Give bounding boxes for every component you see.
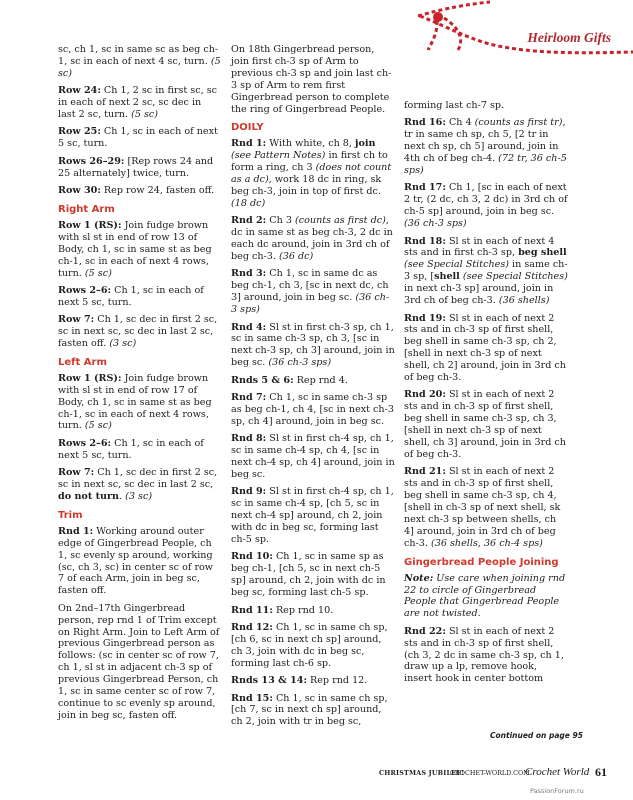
text-run: Rnd 3: bbox=[231, 268, 267, 280]
text-run: Rnd 12: bbox=[231, 621, 273, 633]
text-run: Rep row 24, fasten off. bbox=[100, 185, 215, 197]
text-run: (36 ch-3 sps) bbox=[404, 218, 467, 230]
page-number: 61 bbox=[595, 765, 607, 779]
text-run: (36 ch-3 sps) bbox=[231, 292, 390, 316]
instruction-paragraph bbox=[404, 466, 568, 549]
text-run: Join fudge brown with sl st in end of row 17 of Body, ch 1, sc in same st as beg ch-1, sc in each of next 4 rows, turn. bbox=[58, 372, 212, 432]
text-run: Sl st in each of next 2 sts and in ch-3 sp of first shell, beg shell in same ch-3 sp, ch 4, [shell in ch-3 sp of next shell, sk next ch-3 sp between shells, ch 4] around, join in 3rd ch of beg ch-3. bbox=[404, 466, 561, 549]
text-run: Ch 3 bbox=[266, 215, 295, 227]
text-run: Ch 1, sc in same ch-3 sp as beg ch-1, ch 4, [sc in next ch-3 sp, ch 4] around, join in beg sc. bbox=[231, 392, 394, 427]
text-run: With white, ch 8, bbox=[266, 138, 356, 150]
text-run: On 18th Gingerbread person, join first ch-3 sp of Arm to previous ch-3 sp and join last ch-3 sp of Arm to rem first Gingerbread person to complete the ring of Gingerbread People. bbox=[231, 44, 392, 115]
text-run: (3 sc) bbox=[125, 491, 153, 502]
instruction-paragraph bbox=[58, 467, 221, 503]
text-run: in same ch-3 sp, [ bbox=[404, 259, 568, 283]
text-run: Rnd 19: bbox=[404, 312, 446, 324]
text-run: shell bbox=[434, 271, 460, 283]
text-run: Rep rnd 10. bbox=[272, 604, 334, 616]
text-run: (3 sc) bbox=[109, 338, 137, 350]
instruction-paragraph bbox=[58, 314, 221, 350]
text-run: Rnd 17: bbox=[404, 182, 446, 194]
instruction-paragraph bbox=[231, 392, 395, 428]
text-run: (see Pattern Notes) bbox=[231, 150, 326, 162]
instruction-paragraph bbox=[58, 85, 221, 121]
text-run: Sl st in each of next 4 sts and in first ch-3 sp, bbox=[404, 235, 555, 259]
text-run: Row 7: bbox=[58, 467, 95, 479]
text-run: , tr in same ch sp, ch 5, [2 tr in next ch sp, ch 5] around, join in 4th ch of beg ch-4. bbox=[404, 117, 566, 165]
text-run: , work 18 dc in ring, sk beg ch-3, join in top of first dc. bbox=[231, 174, 382, 197]
text-run: (18 dc) bbox=[231, 197, 266, 209]
text-run: Rep rnd 12. bbox=[306, 675, 368, 687]
instruction-paragraph bbox=[58, 44, 221, 80]
text-run: Ch 1, sc in same ch sp, [ch 7, sc in next ch sp] around, ch 2, join with tr in beg sc, bbox=[231, 692, 388, 728]
section-heading: Gingerbread People Joining bbox=[404, 556, 559, 568]
instruction-paragraph bbox=[404, 100, 568, 112]
text-run: Rows 26–29: bbox=[58, 155, 125, 167]
instruction-paragraph bbox=[58, 526, 221, 597]
text-run: Rnd 4: bbox=[231, 321, 267, 333]
text-run: (counts as first dc) bbox=[295, 215, 386, 227]
text-run: Sl st in each of next 2 sts and in ch-3 sp of first shell, beg shell in same ch-3 sp, ch 3, [shell in next ch-3 sp of next shell, ch 3] around, join in 3rd ch of beg ch-3. bbox=[404, 389, 566, 460]
section-heading: Right Arm bbox=[58, 203, 115, 215]
instruction-paragraph bbox=[58, 603, 221, 722]
instruction-paragraph bbox=[231, 486, 395, 546]
text-run: Sl st in each of next 2 sts and in ch-3 sp of first shell, beg shell in same ch-3 sp, ch 2, [shell in next ch-3 sp of next shell, ch 2] around, join in 3rd ch of beg ch-3. bbox=[404, 312, 566, 384]
text-run: (5 sc) bbox=[131, 109, 159, 121]
text-run: Ch 1, sc in each of next 5 sc, turn. bbox=[58, 437, 204, 461]
text-run: Ch 1, sc dec in first 2 sc, sc in next sc, sc dec in last 2 sc, fasten off. bbox=[58, 314, 218, 350]
instruction-paragraph bbox=[231, 675, 395, 687]
column-middle bbox=[231, 44, 395, 734]
instruction-paragraph bbox=[58, 220, 221, 280]
text-run: (does not count as a dc) bbox=[231, 162, 392, 186]
footer-issue: CHRISTMAS JUBILEE! bbox=[379, 769, 465, 777]
instruction-paragraph bbox=[58, 185, 221, 197]
instruction-paragraph bbox=[58, 285, 221, 309]
text-run: Sl st in first ch-4 sp, ch 1, sc in same ch-4 sp, [ch 5, sc in next ch-4 sp] around, ch 2, join with dc in beg sc, forming last ch-5 sp. bbox=[231, 486, 394, 546]
section-header-title: Heirloom Gifts bbox=[527, 30, 611, 45]
text-run: forming last ch-7 sp. bbox=[404, 100, 505, 111]
instruction-paragraph bbox=[231, 551, 395, 599]
text-run: Row 25: bbox=[58, 126, 101, 138]
text-run: (36 ch-3 sps) bbox=[268, 357, 332, 369]
instruction-paragraph bbox=[231, 268, 395, 316]
section-heading: DOILY bbox=[231, 122, 264, 134]
instruction-paragraph bbox=[404, 182, 568, 230]
instruction-paragraph bbox=[231, 44, 395, 115]
watermark: PassionForum.ru bbox=[530, 787, 584, 795]
text-run: Sl st in first ch-3 sp, ch 1, sc in same ch-3 sp, ch 3, [sc in next ch-3 sp, ch 3] around, join in beg sc. bbox=[231, 321, 395, 369]
instruction-paragraph bbox=[404, 573, 568, 621]
text-run: [Rep rows 24 and 25 alternately] twice, turn. bbox=[58, 155, 214, 179]
instruction-paragraph bbox=[231, 605, 395, 617]
instruction-paragraph bbox=[404, 236, 568, 307]
footer-url: CROCHET-WORLD.COM bbox=[450, 769, 530, 777]
text-run: Ch 1, sc dec in first 2 sc, sc in next sc, sc dec in last 2 sc, bbox=[58, 467, 218, 491]
text-run: Rnds 5 & 6: bbox=[231, 374, 294, 386]
instruction-paragraph bbox=[231, 693, 395, 729]
text-run: Rnd 7: bbox=[231, 392, 267, 404]
text-run: Sl st in each of next 2 sts and in ch-3 sp of first shell, (ch 3, 2 dc in same ch-3 sp, ch 1, draw up a lp, remove hook, insert hook in center bottom bbox=[404, 625, 564, 685]
text-run: sc, ch 1, sc in same sc as beg ch-1, sc in each of next 4 sc, turn. bbox=[58, 44, 219, 67]
instruction-paragraph bbox=[58, 126, 221, 150]
text-run: Row 24: bbox=[58, 85, 101, 97]
text-run: Rnd 21: bbox=[404, 466, 446, 478]
instruction-paragraph bbox=[404, 117, 568, 177]
text-run: (see Special Stitches) bbox=[404, 259, 509, 271]
text-run: (36 dc) bbox=[279, 251, 314, 262]
text-run: beg shell bbox=[518, 247, 567, 259]
instruction-paragraph bbox=[231, 138, 395, 209]
text-run: Rnd 11: bbox=[231, 604, 273, 616]
text-run: Rnd 1: bbox=[231, 138, 267, 150]
instruction-paragraph bbox=[404, 313, 568, 384]
column-left bbox=[58, 44, 221, 727]
column-right bbox=[404, 100, 568, 691]
text-run: Ch 1, sc in each of next 5 sc, turn. bbox=[58, 126, 218, 150]
section-heading: Trim bbox=[58, 509, 83, 521]
text-run: Working around outer edge of Gingerbread People, ch 1, sc evenly sp around, working (sc, ch 3, sc) in center sc of row 7 of each Arm, join in beg sc, fasten off. bbox=[58, 525, 214, 597]
text-run: Sl st in first ch-4 sp, ch 1, sc in same ch-4 sp, ch 4, [sc in next ch-4 sp, ch 4] around, join in beg sc. bbox=[231, 433, 395, 480]
text-run: Ch 4 bbox=[445, 117, 475, 129]
text-run: Rnd 2: bbox=[231, 215, 267, 227]
text-run: Ch 1, [sc in each of next 2 tr, (2 dc, ch 3, 2 dc) in 3rd ch of ch-5 sp] around, join in beg sc. bbox=[404, 182, 568, 218]
text-run: . bbox=[119, 491, 126, 502]
text-run: (5 sc) bbox=[84, 267, 112, 279]
instruction-paragraph bbox=[58, 438, 221, 462]
text-run: (36 shells) bbox=[498, 295, 550, 307]
text-run: do not turn bbox=[58, 491, 120, 502]
text-run: Ch 1, sc in each of next 5 sc, turn. bbox=[58, 284, 204, 308]
text-run: Ch 1, sc in same sp as beg ch-1, [ch 5, sc in next ch-5 sp] around, ch 2, join with dc in beg sc, forming last ch-5 sp. bbox=[231, 551, 386, 599]
text-run: Rnd 8: bbox=[231, 433, 267, 445]
instruction-paragraph bbox=[404, 626, 568, 686]
text-run: Ch 1, sc in same ch sp, [ch 6, sc in next ch sp] around, ch 3, join with dc in beg sc, forming last ch-6 sp. bbox=[231, 621, 388, 669]
text-run: Rnd 22: bbox=[404, 625, 446, 637]
text-run: Rnd 10: bbox=[231, 551, 273, 563]
instruction-paragraph bbox=[58, 156, 221, 180]
text-run: Row 1 (RS): bbox=[58, 219, 122, 231]
text-run: (5 sc) bbox=[58, 55, 221, 79]
instruction-paragraph bbox=[58, 373, 221, 433]
text-run: Rnd 16: bbox=[404, 117, 446, 129]
instruction-paragraph bbox=[231, 433, 395, 481]
text-run: in first ch to form a ring, ch 3 bbox=[231, 150, 388, 174]
text-run: Ch 1, sc in same dc as beg ch-1, ch 3, [sc in next dc, ch 3] around, join in beg sc. bbox=[231, 268, 389, 304]
section-heading: Left Arm bbox=[58, 356, 107, 368]
instruction-paragraph bbox=[231, 375, 395, 387]
text-run: Rnd 18: bbox=[404, 235, 446, 247]
text-run: Row 7: bbox=[58, 314, 95, 326]
text-run: in next ch-3 sp] around, join in 3rd ch of beg ch-3. bbox=[404, 283, 554, 307]
text-run: Rnd 1: bbox=[58, 525, 94, 537]
text-run: Rows 2–6: bbox=[58, 437, 112, 449]
text-run: (72 tr, 36 ch-5 sps) bbox=[404, 153, 567, 177]
text-run: , dc in same st as beg ch-3, 2 dc in each dc around, join in 3rd ch of beg ch-3. bbox=[231, 215, 393, 262]
text-run: On 2nd–17th Gingerbread person, rep rnd 1 of Trim except on Right Arm. Join to Left Arm of previous Gingerbread person as follows: (sc in center sc of row 7, ch 1, sl st in adjacent ch-3 sp of previous Gingerbread Person, ch 1, sc in same center sc of row 7, continue to sc evenly sp around, join in beg sc, fasten off. bbox=[58, 602, 220, 721]
text-run: Rnd 9: bbox=[231, 486, 267, 498]
text-run: Join fudge brown with sl st in end of row 13 of Body, ch 1, sc in same st as beg ch-1, sc in each of next 4 rows, turn. bbox=[58, 219, 212, 279]
instruction-paragraph bbox=[231, 622, 395, 670]
text-run: Use care when joining rnd 22 to circle of Gingerbread People that Gingerbread People are not twisted. bbox=[404, 572, 566, 620]
text-run: (5 sc) bbox=[84, 420, 112, 432]
text-run: Rows 2–6: bbox=[58, 284, 112, 296]
text-run: Rep rnd 4. bbox=[293, 374, 348, 386]
text-run: Row 1 (RS): bbox=[58, 372, 122, 384]
instruction-paragraph bbox=[231, 215, 395, 263]
text-run: Rnds 13 & 14: bbox=[231, 675, 307, 687]
text-run: Rnd 20: bbox=[404, 389, 446, 401]
text-run: Row 30: bbox=[58, 185, 101, 197]
text-run: Note: bbox=[404, 572, 434, 584]
text-run: Rnd 15: bbox=[231, 692, 273, 704]
continued-note: Continued on page 95 bbox=[490, 731, 583, 740]
text-run: Ch 1, 2 sc in first sc, sc in each of next 2 sc, sc dec in last 2 sc, turn. bbox=[58, 85, 217, 121]
text-run: (see Special Stitches) bbox=[462, 271, 568, 283]
text-run: join bbox=[355, 138, 376, 150]
instruction-paragraph bbox=[231, 322, 395, 370]
footer-magazine: Crochet World bbox=[525, 766, 590, 778]
instruction-paragraph bbox=[404, 389, 568, 460]
text-run: (36 shells, 36 ch-4 sps) bbox=[431, 537, 543, 549]
text-run: (counts as first tr) bbox=[474, 117, 563, 129]
